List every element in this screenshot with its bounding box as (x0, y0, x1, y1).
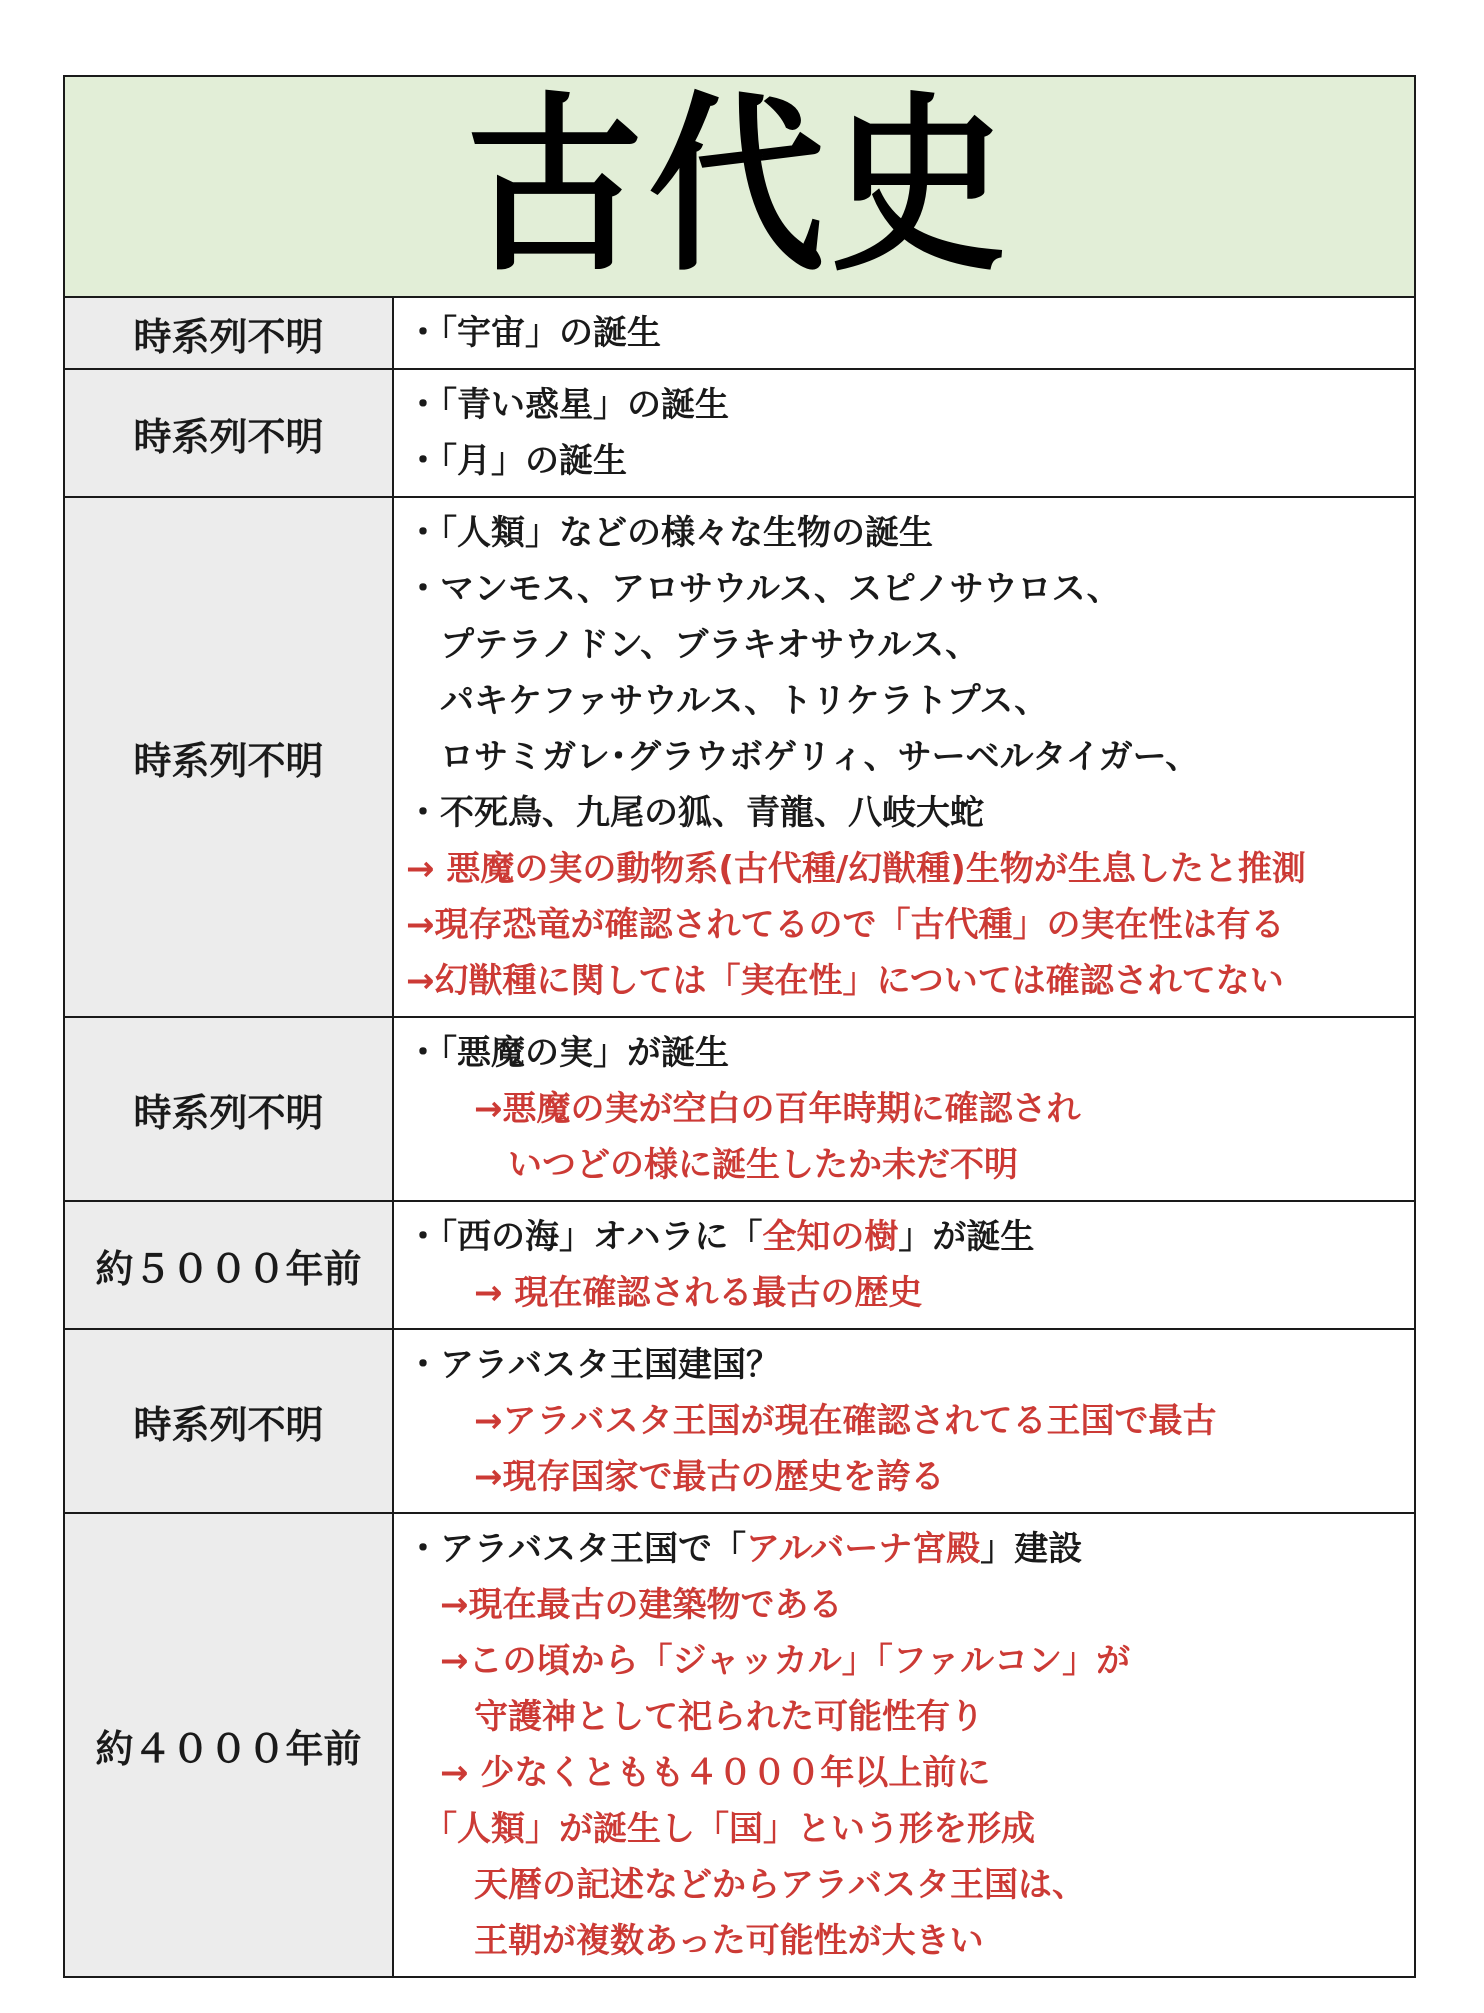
event-text: プテラノドン、ブラキオサウルス、 (406, 625, 980, 665)
event-line (406, 1801, 1414, 1857)
event-line (406, 1689, 1414, 1745)
event-cell (393, 369, 1414, 497)
event-text: ・「悪魔の実」が誕生 (406, 1033, 729, 1073)
note-text: 全知の樹 (762, 1217, 899, 1257)
era-cell: 時系列不明 (65, 298, 393, 369)
event-line (406, 673, 1414, 729)
event-line (406, 433, 1414, 489)
event-line (406, 1025, 1414, 1081)
note-text: → 少なくともも４０００年以上前に (406, 1753, 991, 1793)
event-text: 」が誕生 (898, 1217, 1035, 1257)
era-cell: 時系列不明 (65, 369, 393, 497)
event-text: ・アラバスタ王国で「 (406, 1529, 746, 1569)
note-text: → 現在確認される最古の歴史 (406, 1273, 923, 1313)
event-line (406, 1081, 1414, 1137)
event-line (406, 785, 1414, 841)
event-line (406, 1577, 1414, 1633)
event-line (406, 953, 1414, 1009)
event-line (406, 1337, 1414, 1393)
note-text: →この頃から「ジャッカル」「ファルコン」が (406, 1641, 1131, 1681)
timeline-row (65, 298, 1414, 369)
event-text: ・「人類」などの様々な生物の誕生 (406, 513, 933, 553)
event-line (406, 1857, 1414, 1913)
event-line (406, 561, 1414, 617)
event-text: ・「青い惑星」の誕生 (406, 385, 729, 425)
event-line (406, 305, 1414, 361)
note-text: →幻獣種に関しては「実在性」については確認されてない (406, 961, 1284, 1001)
event-text: パキケファサウルス、トリケラトプス、 (406, 681, 1049, 721)
event-line (406, 1521, 1414, 1577)
note-text: →アラバスタ王国が現在確認されてる王国で最古 (406, 1401, 1217, 1441)
timeline-row (65, 1513, 1414, 1976)
timeline-row (65, 497, 1414, 1017)
note-text: →現存国家で最古の歴史を誇る (406, 1457, 945, 1497)
event-line (406, 505, 1414, 561)
event-text: ・「宇宙」の誕生 (406, 313, 661, 353)
event-line (406, 1137, 1414, 1193)
event-line (406, 1265, 1414, 1321)
note-text: →悪魔の実が空白の百年時期に確認され (406, 1089, 1081, 1129)
era-cell: 約５０００年前 (65, 1201, 393, 1329)
note-text: 守護神として祀られた可能性有り (406, 1697, 984, 1737)
page-title: 古代史 (466, 75, 1013, 297)
event-line (406, 841, 1414, 897)
timeline-rows (65, 298, 1414, 1976)
note-text: →現存恐竜が確認されてるので「古代種」の実在性は有る (406, 905, 1285, 945)
event-cell (393, 1329, 1414, 1513)
event-line (406, 1209, 1414, 1265)
history-sheet (63, 75, 1416, 1978)
era-cell: 時系列不明 (65, 497, 393, 1017)
event-line (406, 1449, 1414, 1505)
era-cell: 時系列不明 (65, 1329, 393, 1513)
event-line (406, 1393, 1414, 1449)
event-line (406, 1745, 1414, 1801)
note-text: → 悪魔の実の動物系(古代種/幻獣種)生物が生息したと推測 (406, 849, 1306, 889)
event-text: ロサミガレ･グラウボゲリィ、サーベルタイガー、 (406, 737, 1200, 777)
timeline-row (65, 1017, 1414, 1201)
note-text: いつどの様に誕生したか未だ不明 (406, 1145, 1018, 1185)
event-line (406, 1633, 1414, 1689)
event-text: ・「西の海」オハラに「 (406, 1217, 763, 1257)
event-line (406, 897, 1414, 953)
timeline-row (65, 1329, 1414, 1513)
event-line (406, 1913, 1414, 1969)
event-cell (393, 1017, 1414, 1201)
event-line (406, 617, 1414, 673)
event-line (406, 377, 1414, 433)
note-text: アルバーナ宮殿 (746, 1529, 981, 1569)
event-cell (393, 497, 1414, 1017)
timeline-row (65, 369, 1414, 497)
title-band (65, 77, 1414, 298)
note-text: 王朝が複数あった可能性が大きい (406, 1921, 984, 1961)
event-cell (393, 298, 1414, 369)
timeline-table (65, 298, 1414, 1976)
era-cell: 約４０００年前 (65, 1513, 393, 1976)
event-text: ・不死鳥、九尾の狐、青龍、八岐大蛇 (406, 793, 984, 833)
event-cell (393, 1201, 1414, 1329)
event-text: 」建設 (980, 1529, 1083, 1569)
event-text: ・マンモス、アロサウルス、スピノサウロス、 (406, 569, 1121, 609)
timeline-row (65, 1201, 1414, 1329)
note-text: 「人類」が誕生し「国」という形を形成 (406, 1809, 1035, 1849)
event-text: ・「月」の誕生 (406, 441, 627, 481)
note-text: →現在最古の建築物である (406, 1585, 843, 1625)
note-text: 天暦の記述などからアラバスタ王国は、 (406, 1865, 1086, 1905)
era-cell: 時系列不明 (65, 1017, 393, 1201)
event-cell (393, 1513, 1414, 1976)
event-text: ・アラバスタ王国建国？ (406, 1345, 780, 1385)
event-line (406, 729, 1414, 785)
